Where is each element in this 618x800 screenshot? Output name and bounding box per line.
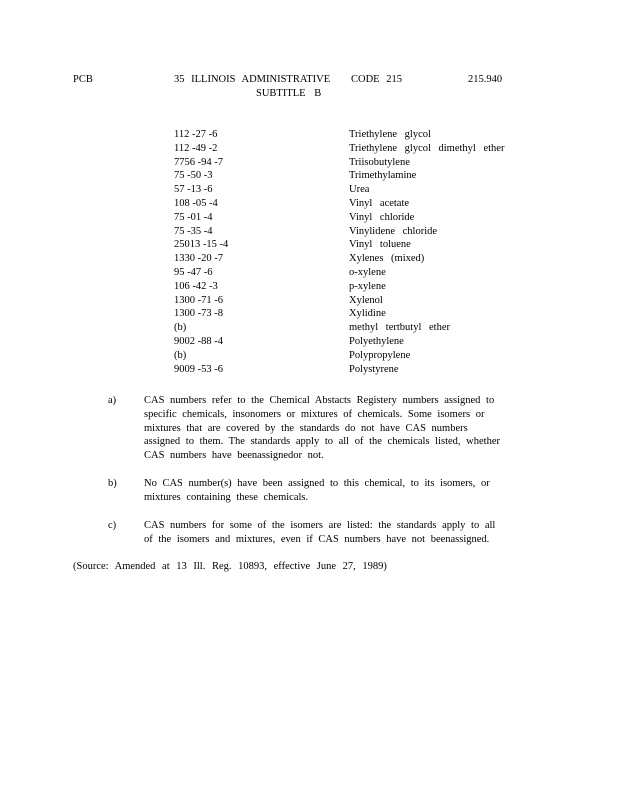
chemical-name: Urea [349, 184, 370, 196]
cas-row [174, 211, 514, 225]
cas-row [174, 128, 514, 142]
source-citation: (Source: Amended at 13 Ill. Reg. 10893, effective June 27, 1989) [73, 561, 387, 572]
cas-row [174, 183, 514, 197]
chemical-name: o-xylene [349, 266, 386, 278]
cas-row [174, 238, 514, 252]
chemical-name: Xylenol [349, 294, 383, 306]
cas-number: 112 -49 -2 [174, 142, 218, 154]
footnote-text: CAS numbers for some of the isomers are listed: the standards apply to all of the isomers and mixtures, even if CAS numbers have not beenassigned. [144, 520, 496, 545]
cas-row [174, 225, 514, 239]
cas-row [174, 142, 514, 156]
cas-row [174, 197, 514, 211]
cas-number: (b) [174, 349, 187, 361]
footnote-label: c) [108, 520, 117, 531]
cas-number: 1300 -73 -8 [174, 308, 223, 320]
chemical-name: Vinyl toluene [349, 239, 411, 251]
cas-row [174, 363, 514, 377]
cas-row [174, 335, 514, 349]
chemical-name: Triethylene glycol [349, 129, 431, 140]
chemical-name: Xylidine [349, 308, 386, 320]
cas-row [174, 156, 514, 170]
chemical-name: Vinylidene chloride [349, 225, 438, 237]
cas-number: 75 -50 -3 [174, 170, 213, 182]
chemical-name: methyl tertbutyl ether [349, 322, 450, 334]
footnote-label: a) [108, 395, 117, 406]
chemical-name: Polyethylene [349, 335, 404, 347]
chemical-name: Vinyl chloride [349, 211, 415, 223]
header-subtitle: SUBTITLE B [256, 88, 322, 99]
cas-row [174, 266, 514, 280]
header-code: CODE 215 [351, 74, 402, 85]
chemical-name: Triethylene glycol dimethyl ether [349, 142, 505, 154]
cas-number: 9002 -88 -4 [174, 335, 223, 347]
cas-row [174, 321, 514, 335]
cas-number: 1300 -71 -6 [174, 294, 223, 306]
cas-number: (b) [174, 322, 187, 334]
cas-row [174, 169, 514, 183]
cas-number: 112 -27 -6 [174, 129, 218, 140]
cas-number: 75 -01 -4 [174, 211, 213, 223]
cas-number: 1330 -20 -7 [174, 253, 223, 265]
cas-row [174, 252, 514, 266]
chemical-name: Xylenes (mixed) [349, 253, 425, 265]
cas-number: 25013 -15 -4 [174, 239, 229, 251]
footnote-text: CAS numbers refer to the Chemical Abstacts Registery numbers assigned to specific chemicals, insonomers or mixtures of chemicals. Some isomers or mixtures that are covered by the standards do not have CAS numbers assigned to them. The standards apply to all of the chemicals listed, whether CAS numbers have beenassignedor not. [144, 395, 500, 462]
chemical-name: Polystyrene [349, 363, 399, 375]
header-agency: PCB [73, 74, 93, 85]
cas-row [174, 294, 514, 308]
chemical-name: Trimethylamine [349, 170, 417, 182]
footnote-label: b) [108, 478, 117, 489]
cas-number: 9009 -53 -6 [174, 363, 223, 375]
cas-chemical-list [174, 128, 514, 376]
cas-number: 108 -05 -4 [174, 197, 218, 209]
cas-row [174, 280, 514, 294]
cas-number: 57 -13 -6 [174, 184, 213, 196]
chemical-name: Polypropylene [349, 349, 411, 361]
footnote-text: No CAS number(s) have been assigned to this chemical, to its isomers, or mixtures containing these chemicals. [144, 478, 490, 503]
cas-row [174, 349, 514, 363]
chemical-name: Triisobutylene [349, 156, 410, 168]
cas-number: 7756 -94 -7 [174, 156, 223, 168]
chemical-name: Vinyl acetate [349, 197, 410, 209]
chemical-name: p-xylene [349, 280, 386, 292]
header-title: 35 ILLINOIS ADMINISTRATIVE [174, 74, 331, 85]
cas-number: 75 -35 -4 [174, 225, 213, 237]
cas-row [174, 307, 514, 321]
cas-number: 95 -47 -6 [174, 266, 213, 278]
cas-number: 106 -42 -3 [174, 280, 218, 292]
header-section-number: 215.940 [468, 74, 503, 85]
